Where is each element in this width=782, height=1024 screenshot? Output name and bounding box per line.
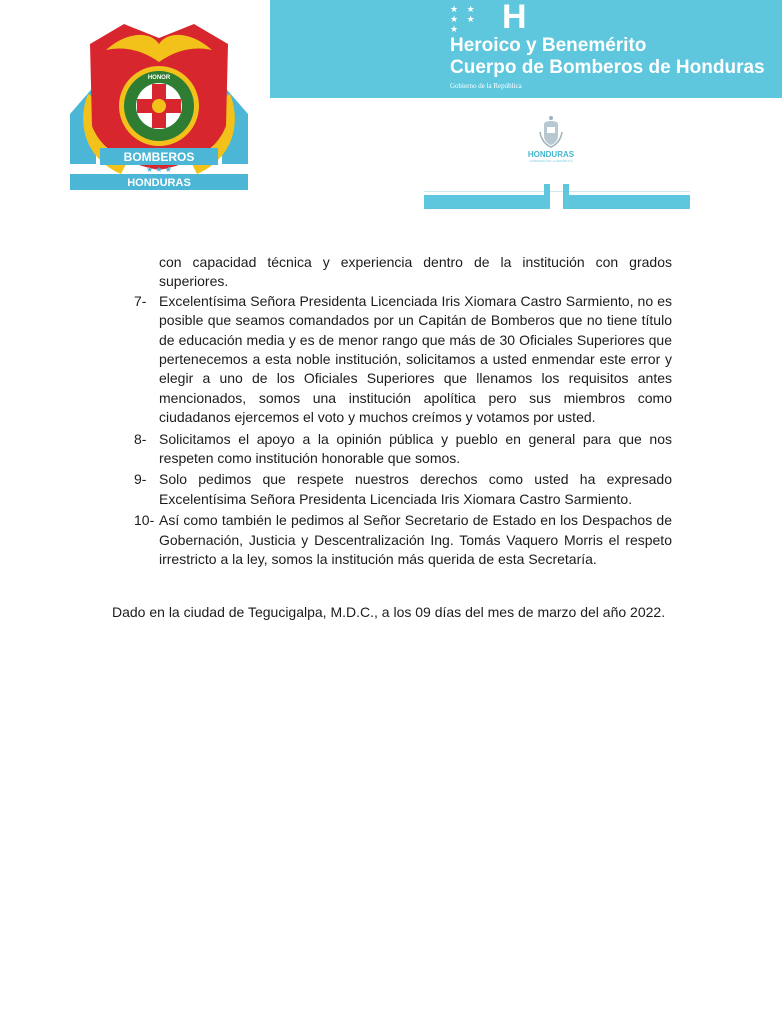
svg-text:HONDURAS: HONDURAS [127,177,191,189]
header-divider [424,191,690,192]
item-text: Solicitamos el apoyo a la opinión pública y pueblo en general para que nos respeten como institución honorable que somos. [159,430,672,467]
government-name: HONDURAS [527,150,575,159]
government-subtitle: GOBIERNO DE LA REPÚBLICA [529,159,573,163]
coat-of-arms-icon [538,114,564,148]
decor-bar-left-post [544,184,550,209]
letter-body [134,253,672,572]
banner-subtitle: Gobierno de la República [450,82,522,90]
item-number: 7- [134,292,147,309]
stars-icon: ★ ★ ★ ★ ★ [450,4,478,34]
item-number: 10- [134,512,155,529]
list-item-7 [134,292,672,428]
item-text: Así como también le pedimos al Señor Secretario de Estado en los Despachos de Gobernación, Justicia y Descentralización Ing. Tomás Vaquero Morris el respeto irrestricto a la ley, somos la institución más querida de esta Secretaría. [159,512,672,568]
intro-continuation: con capacidad técnica y experiencia dentro de la institución con grados superiores. [159,254,672,290]
list-item-9 [134,470,672,509]
firefighters-emblem-logo [66,14,252,192]
closing-date: Dado en la ciudad de Tegucigalpa, M.D.C., a los 09 días del mes de marzo del año 2022. [112,604,666,620]
decor-bar-right-post [563,184,569,209]
institution-banner [270,0,782,98]
banner-title-line1: Heroico y Benemérito [450,35,647,56]
government-logo [516,114,586,163]
item-number: 8- [134,430,147,447]
banner-h-logo: H [502,0,527,36]
svg-text:★ ★ ★: ★ ★ ★ [146,165,172,174]
banner-title-line2: Cuerpo de Bomberos de Honduras [450,57,765,78]
svg-text:HONOR: HONOR [147,75,171,81]
item-number: 9- [134,471,147,488]
list-item-10 [134,511,672,569]
decor-bar-left [424,195,550,209]
item-text: Excelentísima Señora Presidenta Licenciada Iris Xiomara Castro Sarmiento, no es posible que seamos comandados por un Capitán de Bomberos que no tiene título de educación media y es de menor rango que más de 30 Oficiales Superiores que pertenecemos a esta noble institución, solicitamos a usted enmendar este error y elegir a uno de los Oficiales Superiores que llenamos los requisitos antes mencionados, somos una institución apolítica pero sus miembros como ciudadanos ejercemos el voto y muchos creímos y votamos por usted. [159,292,672,426]
item-text: Solo pedimos que respete nuestros derechos como usted ha expresado Excelentísima Señora Presidenta Licenciada Iris Xiomara Castro Sarmiento. [159,471,672,507]
list-item-8 [134,430,672,469]
decor-bar-right [563,195,690,209]
svg-text:BOMBEROS: BOMBEROS [123,150,195,164]
